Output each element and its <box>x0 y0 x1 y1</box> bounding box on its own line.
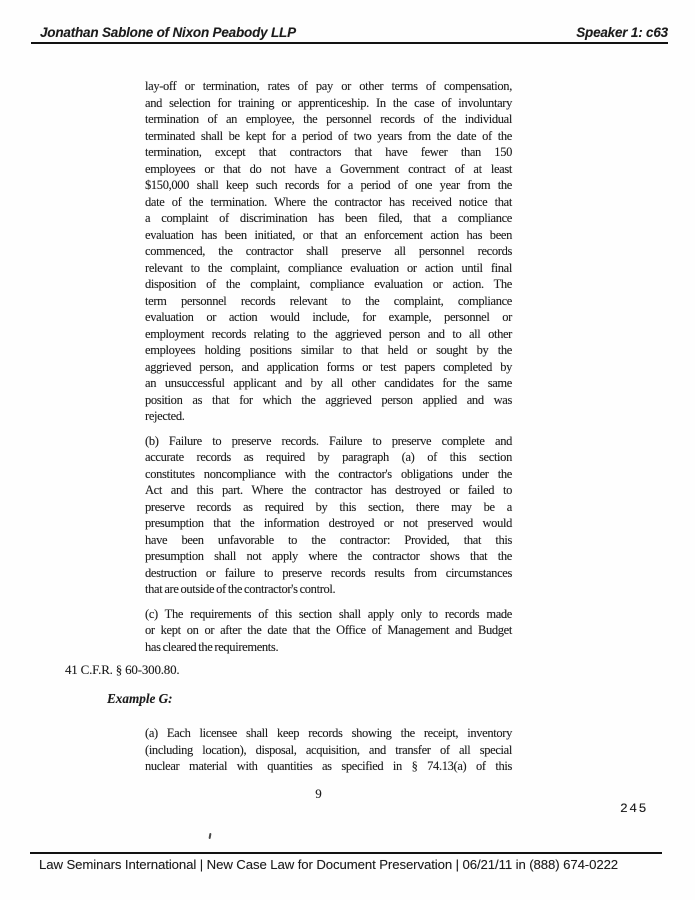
page-number: 9 <box>315 786 322 801</box>
text-line: termination, except that contractors that have fewer than 150 <box>145 145 512 159</box>
text-line: a complaint of discrimination has been filed, that a compliance <box>145 211 512 225</box>
text-line: evaluation has been initiated, or that an enforcement action has been <box>145 227 512 242</box>
text-line: employment records relating to the aggrieved person and to all other <box>145 326 512 341</box>
text-line: and selection for training or apprenticeship. In the case of involuntary <box>145 95 512 110</box>
text-line: relevant to the complaint, compliance evaluation or action until final <box>145 260 512 275</box>
quote-paragraph-b <box>145 433 512 598</box>
text-line: evaluation or action would include, for example, personnel or <box>145 310 512 324</box>
text-line: $150,000 shall keep such records for a period of one year from the <box>145 178 512 192</box>
text-line: (b) Failure to preserve records. Failure to preserve complete and <box>145 433 512 448</box>
text-line: term personnel records relevant to the complaint, compliance <box>145 293 512 308</box>
text-line: that are outside of the contractor's control. <box>145 582 336 596</box>
text-line: lay-off or termination, rates of pay or other terms of compensation, <box>145 79 512 93</box>
text-line: (a) Each licensee shall keep records showing the receipt, inventory <box>145 726 512 740</box>
quote-paragraph-a <box>145 78 512 425</box>
footer-rule <box>30 852 662 854</box>
text-line: Act and this part. Where the contractor has destroyed or failed to <box>145 483 512 497</box>
text-line: constitutes noncompliance with the contractor's obligations under the <box>145 466 512 481</box>
text-line: termination of an employee, the personnel records of the individual <box>145 112 512 126</box>
text-line: nuclear material with quantities as specified in § 74.13(a) of this <box>145 759 512 773</box>
text-line: has cleared the requirements. <box>145 639 279 654</box>
text-line: terminated shall be kept for a period of two years from the date of the <box>145 128 512 143</box>
text-line: an unsuccessful applicant and by all other candidates for the same <box>145 376 512 390</box>
regulation-quote-block <box>145 78 512 663</box>
text-line: accurate records as required by paragraph (a) of this section <box>145 450 512 464</box>
scan-artifact <box>208 833 211 839</box>
text-line: employees holding positions similar to that held or sought by the <box>145 343 512 357</box>
text-line: (including location), disposal, acquisition, and transfer of all special <box>145 742 512 757</box>
text-line: employees or that do not have a Government contract of at least <box>145 161 512 176</box>
header-author: Jonathan Sablone of Nixon Peabody LLP <box>40 25 296 40</box>
text-line: presumption that the information destroyed or not preserved would <box>145 516 512 530</box>
text-line: (c) The requirements of this section shall apply only to records made <box>145 606 512 621</box>
text-line: destruction or failure to preserve records results from circumstances <box>145 565 512 580</box>
legal-citation: 41 C.F.R. § 60-300.80. <box>65 662 180 677</box>
example-heading: Example G: <box>107 691 173 706</box>
text-line: disposition of the complaint, compliance evaluation or action. The <box>145 277 512 291</box>
stamped-folio-number: 245 <box>620 801 648 816</box>
text-line: date of the termination. Where the contractor has received notice that <box>145 194 512 209</box>
text-line: preserve records as required by this section, there may be a <box>145 499 512 514</box>
text-line: or kept on or after the date that the Office of Management and Budget <box>145 623 512 637</box>
text-line: have been unfavorable to the contractor: Provided, that this <box>145 532 512 547</box>
quote-paragraph-c <box>145 606 512 656</box>
text-line: presumption shall not apply where the contractor shows that the <box>145 549 512 563</box>
text-line: rejected. <box>145 409 185 423</box>
footer-text: Law Seminars International | New Case Law for Document Preservation | 06/21/11 in (888) 674-0222 <box>39 857 619 872</box>
text-line: commenced, the contractor shall preserve all personnel records <box>145 244 512 258</box>
header-speaker: Speaker 1: c63 <box>576 25 668 40</box>
text-line: aggrieved person, and application forms or test papers completed by <box>145 359 512 374</box>
example-paragraph <box>145 725 512 775</box>
header-rule <box>31 42 668 44</box>
text-line: position as that for which the aggrieved person applied and was <box>145 392 512 407</box>
